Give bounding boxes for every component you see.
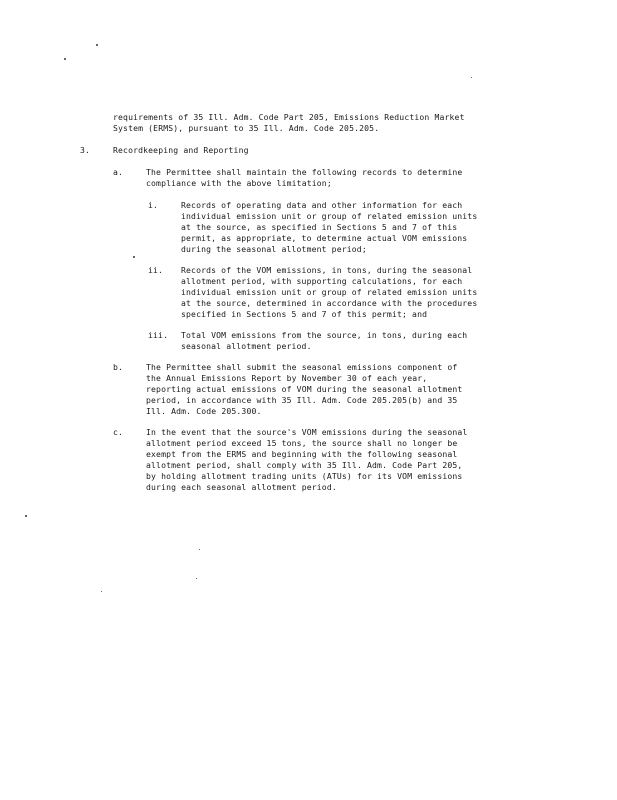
- scan-speck: [199, 549, 200, 550]
- section-heading: Recordkeeping and Reporting: [113, 145, 249, 155]
- scan-speck: [196, 578, 197, 579]
- item-b-line: reporting actual emissions of VOM during the seasonal allotment: [146, 384, 463, 394]
- scan-speck: [96, 44, 98, 46]
- item-a-line: The Permittee shall maintain the following records to determine: [146, 167, 463, 177]
- item-c-line: by holding allotment trading units (ATUs) for its VOM emissions: [146, 471, 463, 481]
- subitem-ii-line: Records of the VOM emissions, in tons, during the seasonal: [181, 265, 473, 275]
- section-number: 3.: [80, 145, 91, 155]
- item-a-label: a.: [113, 167, 124, 177]
- item-c-line: allotment period exceed 15 tons, the source shall no longer be: [146, 438, 458, 448]
- subitem-ii-line: individual emission unit or group of related emission units: [181, 287, 478, 297]
- subitem-ii-line: specified in Sections 5 and 7 of this permit; and: [181, 309, 428, 319]
- scan-speck: [133, 256, 135, 258]
- item-b-line: period, in accordance with 35 Ill. Adm. Code 205.205(b) and 35: [146, 395, 458, 405]
- subitem-ii-line: at the source, determined in accordance with the procedures: [181, 298, 478, 308]
- scan-speck: [101, 591, 102, 592]
- item-c-line: exempt from the ERMS and beginning with the following seasonal: [146, 449, 458, 459]
- continued-paragraph-line: requirements of 35 Ill. Adm. Code Part 205, Emissions Reduction Market: [113, 112, 465, 122]
- scan-speck: [25, 515, 27, 517]
- subitem-i-line: individual emission unit or group of related emission units: [181, 211, 478, 221]
- subitem-ii-line: allotment period, with supporting calculations, for each: [181, 276, 463, 286]
- subitem-ii-label: ii.: [148, 265, 164, 275]
- scan-speck: [471, 77, 472, 78]
- item-b-line: Ill. Adm. Code 205.300.: [146, 406, 262, 416]
- subitem-i-line: Records of operating data and other information for each: [181, 200, 463, 210]
- subitem-iii-line: seasonal allotment period.: [181, 341, 312, 351]
- subitem-iii-line: Total VOM emissions from the source, in tons, during each: [181, 330, 468, 340]
- subitem-i-label: i.: [148, 200, 159, 210]
- continued-paragraph-line: System (ERMS), pursuant to 35 Ill. Adm. Code 205.205.: [113, 123, 380, 133]
- subitem-i-line: at the source, as specified in Sections 5 and 7 of this: [181, 222, 458, 232]
- subitem-iii-label: iii.: [148, 330, 169, 340]
- item-b-line: the Annual Emissions Report by November 30 of each year,: [146, 373, 428, 383]
- item-b-label: b.: [113, 362, 124, 372]
- subitem-i-line: permit, as appropriate, to determine actual VOM emissions: [181, 233, 468, 243]
- scan-speck: [64, 58, 66, 60]
- item-a-line: compliance with the above limitation;: [146, 178, 332, 188]
- item-c-line: during each seasonal allotment period.: [146, 482, 337, 492]
- item-c-line: allotment period, shall comply with 35 Ill. Adm. Code Part 205,: [146, 460, 463, 470]
- item-b-line: The Permittee shall submit the seasonal emissions component of: [146, 362, 458, 372]
- item-c-line: In the event that the source's VOM emissions during the seasonal: [146, 427, 468, 437]
- item-c-label: c.: [113, 427, 124, 437]
- subitem-i-line: during the seasonal allotment period;: [181, 244, 367, 254]
